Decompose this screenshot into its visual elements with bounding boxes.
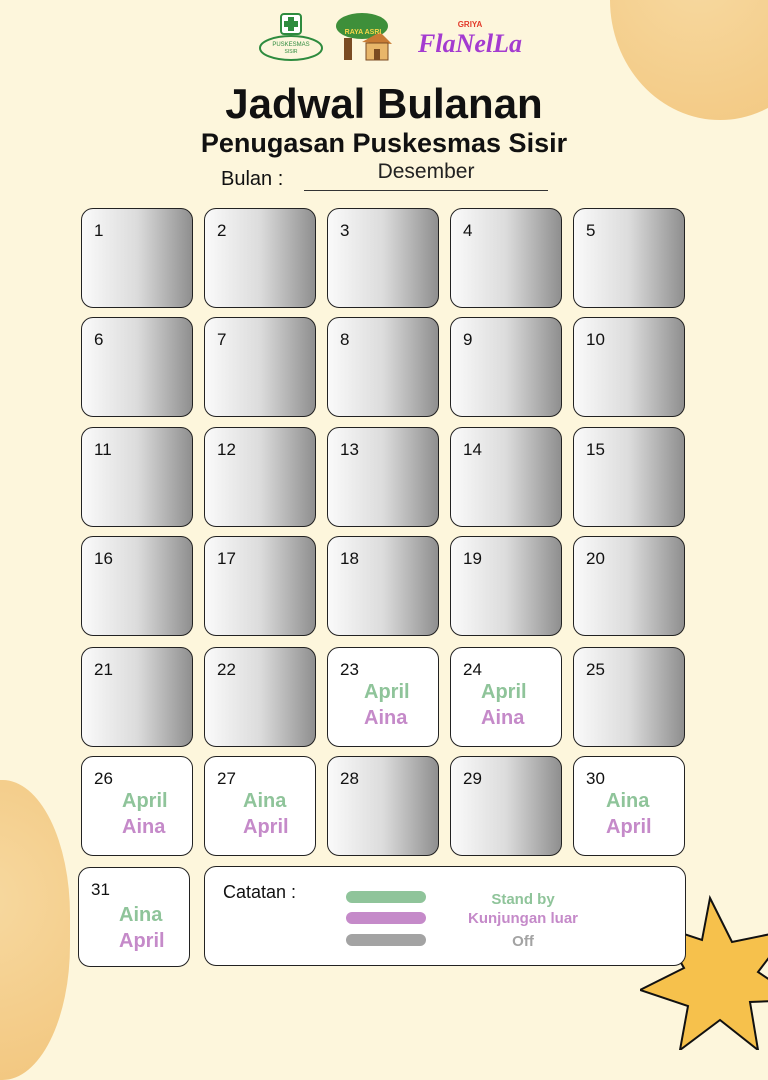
day-number: 11 xyxy=(94,440,112,459)
assignee-kunjungan-luar: Aina xyxy=(122,816,166,838)
page-subtitle: Penugasan Puskesmas Sisir xyxy=(200,128,568,158)
day-number: 14 xyxy=(463,440,482,459)
assignee-stand-by: April xyxy=(364,681,410,703)
calendar-day[interactable] xyxy=(327,647,439,747)
day-number: 12 xyxy=(217,440,236,459)
calendar-day[interactable] xyxy=(450,208,562,308)
month-underline xyxy=(304,190,548,191)
day-number: 17 xyxy=(217,549,236,568)
calendar-day[interactable] xyxy=(81,317,193,417)
day-number: 3 xyxy=(340,221,350,240)
page-title: Jadwal Bulanan xyxy=(225,80,543,127)
assignee-kunjungan-luar: April xyxy=(119,930,165,952)
day-number: 6 xyxy=(94,330,104,349)
griya-logo-small-text: GRIYA xyxy=(457,20,483,29)
month-label: Bulan : xyxy=(221,168,284,190)
calendar-day[interactable] xyxy=(450,427,562,527)
logo-strip xyxy=(0,12,768,64)
assignee-kunjungan-luar: Aina xyxy=(364,707,408,729)
assignee-stand-by: April xyxy=(481,681,527,703)
day-number: 31 xyxy=(91,880,110,899)
griya-flanella-logo xyxy=(408,14,532,60)
day-number: 28 xyxy=(340,769,359,788)
calendar-day[interactable] xyxy=(450,536,562,636)
puskesmas-logo xyxy=(258,12,324,64)
decorative-blob-bottom-left xyxy=(0,780,70,1080)
calendar-day[interactable] xyxy=(450,647,562,747)
day-number: 13 xyxy=(340,440,359,459)
day-number: 21 xyxy=(94,660,113,679)
day-number: 24 xyxy=(463,660,482,679)
day-number: 1 xyxy=(94,221,104,240)
day-number: 5 xyxy=(586,221,596,240)
notes-label: Catatan : xyxy=(223,882,297,902)
legend-label-off: Off xyxy=(512,933,534,950)
legend-swatch-kunjungan-luar xyxy=(346,912,426,924)
calendar-day[interactable] xyxy=(573,647,685,747)
calendar-day[interactable] xyxy=(327,317,439,417)
cakra-logo-text: RAYA ASRI xyxy=(344,29,382,36)
assignee-kunjungan-luar: April xyxy=(606,816,652,838)
calendar-day[interactable] xyxy=(573,536,685,636)
day-number: 18 xyxy=(340,549,359,568)
legend-label-stand-by: Stand by xyxy=(491,891,555,908)
calendar-day[interactable] xyxy=(573,756,685,856)
day-number: 10 xyxy=(586,330,605,349)
day-number: 8 xyxy=(340,330,350,349)
assignee-stand-by: Aina xyxy=(243,790,287,812)
day-number: 4 xyxy=(463,221,473,240)
calendar-day[interactable] xyxy=(204,317,316,417)
cakra-tree-house-logo xyxy=(332,12,394,62)
day-number: 19 xyxy=(463,549,482,568)
calendar-day[interactable] xyxy=(204,647,316,747)
day-number: 15 xyxy=(586,440,605,459)
calendar-day[interactable] xyxy=(327,208,439,308)
calendar-day[interactable] xyxy=(327,536,439,636)
day-number: 22 xyxy=(217,660,236,679)
calendar-day[interactable] xyxy=(204,208,316,308)
day-number: 27 xyxy=(217,769,236,788)
day-number: 2 xyxy=(217,221,227,240)
calendar-day[interactable] xyxy=(327,756,439,856)
day-number: 30 xyxy=(586,769,605,788)
day-number: 23 xyxy=(340,660,359,679)
month-value: Desember xyxy=(377,160,475,183)
calendar-day[interactable] xyxy=(81,536,193,636)
calendar-day[interactable] xyxy=(450,317,562,417)
calendar-day[interactable] xyxy=(204,427,316,527)
calendar-day[interactable] xyxy=(450,756,562,856)
calendar-day[interactable] xyxy=(204,756,316,856)
day-number: 25 xyxy=(586,660,605,679)
notes-box xyxy=(204,866,686,966)
puskesmas-logo-text: PUSKESMAS xyxy=(272,42,310,48)
calendar-day[interactable] xyxy=(78,867,190,967)
calendar-day[interactable] xyxy=(573,317,685,417)
day-number: 16 xyxy=(94,549,113,568)
day-number: 9 xyxy=(463,330,473,349)
assignee-kunjungan-luar: Aina xyxy=(481,707,525,729)
calendar-day[interactable] xyxy=(204,536,316,636)
griya-logo-text: FlaNelLa xyxy=(418,29,522,58)
calendar-day[interactable] xyxy=(81,647,193,747)
calendar-day[interactable] xyxy=(81,208,193,308)
calendar-day[interactable] xyxy=(573,208,685,308)
puskesmas-logo-subtext: SISIR xyxy=(284,49,298,55)
calendar-day[interactable] xyxy=(573,427,685,527)
assignee-stand-by: April xyxy=(122,790,168,812)
calendar-day[interactable] xyxy=(81,427,193,527)
calendar-day[interactable] xyxy=(81,756,193,856)
assignee-kunjungan-luar: April xyxy=(243,816,289,838)
day-number: 26 xyxy=(94,769,113,788)
assignee-stand-by: Aina xyxy=(606,790,650,812)
legend-label-kunjungan-luar: Kunjungan luar xyxy=(468,910,578,927)
day-number: 7 xyxy=(217,330,227,349)
assignee-stand-by: Aina xyxy=(119,904,163,926)
calendar-day[interactable] xyxy=(327,427,439,527)
day-number: 20 xyxy=(586,549,605,568)
legend-swatch-off xyxy=(346,934,426,946)
legend-swatch-stand-by xyxy=(346,891,426,903)
day-number: 29 xyxy=(463,769,482,788)
